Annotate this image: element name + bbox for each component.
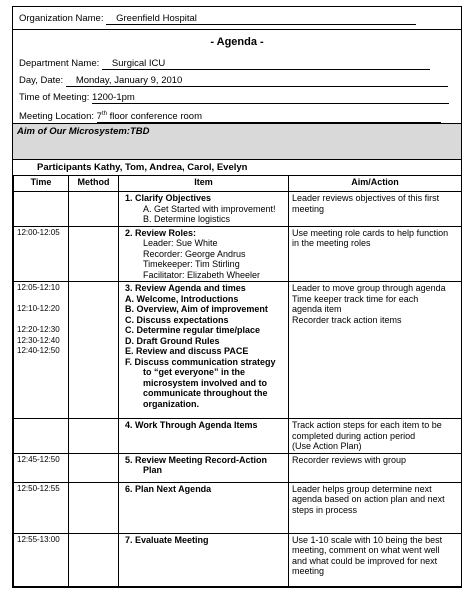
item-text: Plan [143, 465, 163, 475]
time-text: 12:00-12:05 [17, 227, 60, 237]
cell-method [69, 226, 119, 282]
cell-item [119, 482, 289, 533]
cell-time [14, 192, 69, 227]
aim-action-text: (Use Action Plan) [292, 441, 362, 451]
cell-aim [289, 533, 462, 586]
dept-label: Department Name: [19, 58, 100, 69]
table-row [14, 482, 462, 533]
cell-method [69, 482, 119, 533]
col-header-item: Item [119, 176, 289, 192]
aim-action-text: completed during action period [292, 430, 416, 441]
time-line [19, 92, 449, 104]
cell-item [119, 226, 289, 282]
item-text: 2. Review Roles: [125, 227, 197, 238]
aim-action-text: Leader to move group through agenda [292, 283, 446, 293]
item-text: microsystem involved and to [143, 377, 268, 388]
aim-action-text: Recorder reviews with group [292, 454, 407, 465]
cell-item [119, 453, 289, 482]
day-line [19, 75, 448, 87]
time-text: 12:10-12:20 [17, 304, 60, 313]
cell-time [14, 419, 69, 454]
item-text: 6. Plan Next Agenda [125, 483, 212, 494]
cell-aim [289, 192, 462, 227]
table-row [14, 192, 462, 227]
dept-line [19, 58, 430, 70]
cell-aim [289, 226, 462, 282]
col-header-time: Time [14, 176, 69, 192]
aim-action-text: meeting [292, 566, 325, 576]
item-text: Recorder: George Andrus [143, 248, 246, 259]
item-text: to “get everyone” in the [143, 367, 246, 377]
table-row [14, 453, 462, 482]
divider [13, 29, 461, 30]
cell-method [69, 453, 119, 482]
aim-action-text: agenda item [292, 304, 342, 314]
item-text: Timekeeper: Tim Stirling [143, 259, 240, 269]
cell-item [119, 419, 289, 454]
day-value[interactable]: Monday, January 9, 2010 [66, 75, 448, 87]
aim-action-text: in the meeting roles [292, 238, 371, 248]
participants-text: Participants Kathy, Tom, Andrea, Carol, Evelyn [37, 162, 248, 173]
item-text: 5. Review Meeting Record-Action [125, 454, 268, 465]
org-line [19, 13, 416, 25]
agenda-frame [12, 6, 462, 588]
cell-aim [289, 482, 462, 533]
dept-value[interactable]: Surgical ICU [102, 58, 430, 70]
aim-action-text: Recorder track action items [292, 314, 402, 325]
item-text: D. Draft Ground Rules [125, 335, 220, 346]
table-row [14, 419, 462, 454]
cell-time [14, 282, 69, 419]
item-text: 7. Evaluate Meeting [125, 534, 209, 545]
item-text: C. Discuss expectations [125, 314, 229, 325]
table-row [14, 282, 462, 419]
item-text: organization. [143, 398, 199, 409]
time-text: 12:20-12:30 [17, 325, 60, 334]
aim-action-text: meeting [292, 203, 325, 214]
cell-item [119, 192, 289, 227]
location-label: Meeting Location: [19, 111, 94, 123]
time-text: 12:50-12:55 [17, 483, 60, 493]
cell-method [69, 419, 119, 454]
aim-action-text: Leader helps group determine next [292, 483, 432, 494]
aim-action-text: agenda based on action plan and next [292, 494, 445, 504]
item-text: Facilitator: Elizabeth Wheeler [143, 269, 261, 280]
time-text: 12:55-13:00 [17, 534, 60, 544]
cell-aim [289, 419, 462, 454]
item-text: B. Determine logistics [143, 214, 231, 224]
cell-time [14, 453, 69, 482]
item-text: A. Welcome, Introductions [125, 293, 239, 304]
cell-time [14, 226, 69, 282]
cell-item [119, 533, 289, 586]
item-text: Leader: Sue White [143, 238, 218, 248]
cell-item [119, 282, 289, 419]
table-row [14, 533, 462, 586]
org-label: Organization Name: [19, 13, 104, 24]
agenda-table [13, 175, 462, 587]
aim-action-text: Use meeting role cards to help function [292, 227, 449, 238]
aim-action-text: Track action steps for each item to be [292, 420, 442, 430]
aim-action-text: steps in process [292, 504, 358, 515]
table-header-row [14, 176, 462, 192]
time-text [17, 294, 65, 305]
time-text [17, 315, 65, 326]
cell-aim [289, 453, 462, 482]
time-text: 12:40-12:50 [17, 346, 60, 355]
location-line [19, 109, 441, 123]
item-text: 3. Review Agenda and times [125, 283, 246, 293]
location-value[interactable]: 7th floor conference room [97, 109, 441, 123]
cell-method [69, 192, 119, 227]
aim-action-text: meeting, comment on what went well [292, 545, 440, 555]
item-text: 1. Clarify Objectives [125, 193, 212, 203]
aim-action-text: Leader reviews objectives of this first [292, 193, 440, 203]
cell-time [14, 482, 69, 533]
day-label: Day, Date: [19, 75, 64, 86]
cell-method [69, 282, 119, 419]
aim-box [13, 123, 461, 160]
item-text: B. Overview, Aim of improvement [125, 304, 268, 314]
time-text: 12:05-12:10 [17, 283, 60, 292]
org-value[interactable]: Greenfield Hospital [106, 13, 416, 25]
col-header-method: Method [69, 176, 119, 192]
cell-aim [289, 282, 462, 419]
item-text: E. Review and discuss PACE [125, 346, 249, 356]
time-text: 12:30-12:40 [17, 335, 60, 345]
time-label: Time of Meeting: [19, 92, 90, 103]
item-text: A. Get Started with improvement! [143, 203, 276, 214]
item-text: communicate throughout the [143, 388, 268, 398]
page-title: - Agenda - [210, 36, 264, 48]
cell-method [69, 533, 119, 586]
aim-action-text: Time keeper track time for each [292, 293, 419, 304]
time-text: 12:45-12:50 [17, 454, 60, 464]
aim-action-text: and what could be improved for next [292, 555, 438, 566]
aim-action-text: Use 1-10 scale with 10 being the best [292, 534, 443, 545]
table-row [14, 226, 462, 282]
col-header-aim: Aim/Action [289, 176, 462, 192]
time-value[interactable]: 1200-1pm [92, 92, 449, 104]
aim-text: Aim of Our Microsystem:TBD [17, 126, 150, 137]
cell-time [14, 533, 69, 586]
item-text: F. Discuss communication strategy [125, 356, 276, 367]
item-text: C. Determine regular time/place [125, 325, 261, 335]
item-text: 4. Work Through Agenda Items [125, 420, 258, 430]
